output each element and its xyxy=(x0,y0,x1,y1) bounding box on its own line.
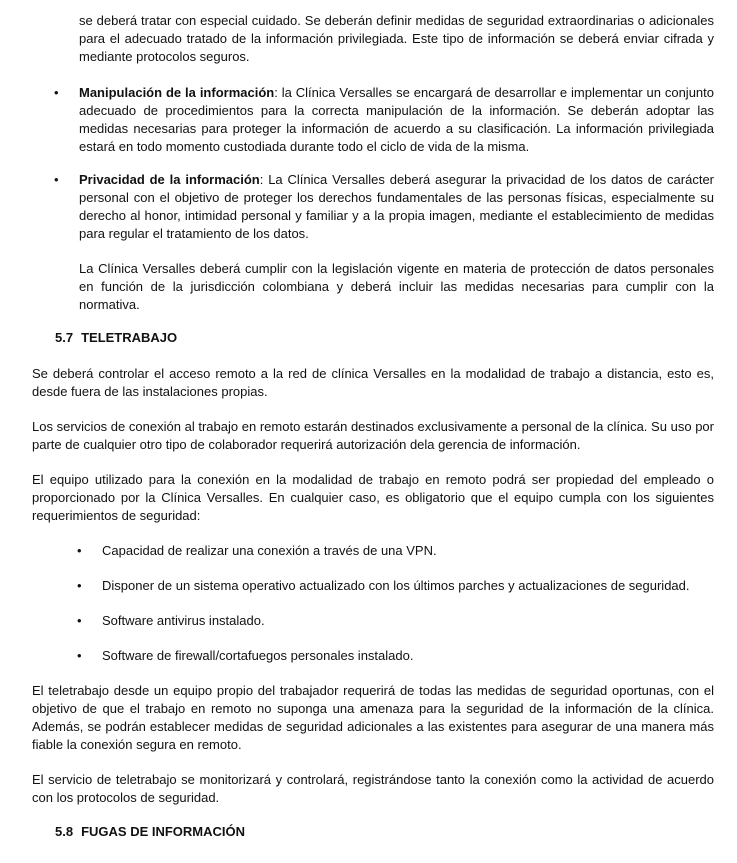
bullet-term: Manipulación de la información xyxy=(79,85,275,100)
bullet-icon: • xyxy=(77,613,82,628)
bullet-icon: • xyxy=(54,85,59,100)
requirement-item: Capacidad de realizar una conexión a través de una VPN. xyxy=(102,543,437,558)
section-heading-5-8 xyxy=(55,823,245,841)
bullet-term: Privacidad de la información xyxy=(79,172,260,187)
bullet-privacidad xyxy=(79,171,714,243)
requirement-item: Software antivirus instalado. xyxy=(102,613,265,628)
requirement-item: Disponer de un sistema operativo actualizado con los últimos parches y actualizaciones de seguridad. xyxy=(102,578,690,593)
bullet-text: : la Clínica Versalles se encargará de desarrollar e implementar un conjunto adecuado de procedimientos para la correcta manipulación de la información. Se deberán adoptar las medidas necesarias para proteger la información de acuerdo a su clasificación. La información privilegiada estará en todo momento custodiada durante todo el ciclo de vida de la misma. xyxy=(79,85,714,154)
bullet-icon: • xyxy=(54,172,59,187)
section-number: 5.8 xyxy=(55,824,74,839)
bullet-manipulacion xyxy=(79,84,714,156)
teletrabajo-paragraph-3: El equipo utilizado para la conexión en la modalidad de trabajo en remoto podrá ser propiedad del empleado o proporcionado por la Clínica Versalles. En cualquier caso, es obligatorio que el equipo cumpla con los siguientes requerimientos de seguridad: xyxy=(32,472,714,523)
teletrabajo-paragraph-2: Los servicios de conexión al trabajo en remoto estarán destinados exclusivamente a personal de la clínica. Su uso por parte de cualquier otro tipo de colaborador requerirá autorización dela gerencia de información. xyxy=(32,419,714,452)
teletrabajo-paragraph-1: Se deberá controlar el acceso remoto a la red de clínica Versalles en la modalidad de trabajo a distancia, esto es, desde fuera de las instalaciones propias. xyxy=(32,366,714,399)
section-heading-5-7 xyxy=(55,329,177,347)
bullet-icon: • xyxy=(77,648,82,663)
section-title: FUGAS DE INFORMACIÓN xyxy=(81,824,246,839)
teletrabajo-closing-2: El servicio de teletrabajo se monitorizará y controlará, registrándose tanto la conexión como la actividad de acuerdo con los protocolos de seguridad. xyxy=(32,772,714,805)
section-number: 5.7 xyxy=(55,330,74,345)
privacidad-extra-paragraph: La Clínica Versalles deberá cumplir con la legislación vigente en materia de protección de datos personales en función de la jurisdicción colombiana y deberá incluir las medidas necesarias para cumplir con la normativa. xyxy=(79,261,714,312)
continuation-paragraph: se deberá tratar con especial cuidado. Se deberán definir medidas de seguridad extraordinarias o adicionales para el adecuado tratado de la información privilegiada. Este tipo de información se deberá enviar cifrada y mediante protocolos seguros. xyxy=(79,13,714,64)
requirement-item: Software de firewall/cortafuegos personales instalado. xyxy=(102,648,414,663)
teletrabajo-closing-1: El teletrabajo desde un equipo propio del trabajador requerirá de todas las medidas de seguridad oportunas, con el objetivo de que el trabajo en remoto no suponga una amenaza para la seguridad de la información de la clínica. Además, se podrán establecer medidas de seguridad adicionales a las existentes para asegurar de una manera más fiable la conexión segura en remoto. xyxy=(32,683,714,752)
section-title: TELETRABAJO xyxy=(81,330,178,345)
bullet-text: : La Clínica Versalles deberá asegurar la privacidad de los datos de carácter personal con el objetivo de proteger los derechos fundamentales de las personas físicas, especialmente su derecho al honor, intimidad personal y familiar y a la propia imagen, mediante el establecimiento de medidas para regular el tratamiento de los datos. xyxy=(79,172,715,241)
bullet-icon: • xyxy=(77,543,82,558)
bullet-icon: • xyxy=(77,578,82,593)
